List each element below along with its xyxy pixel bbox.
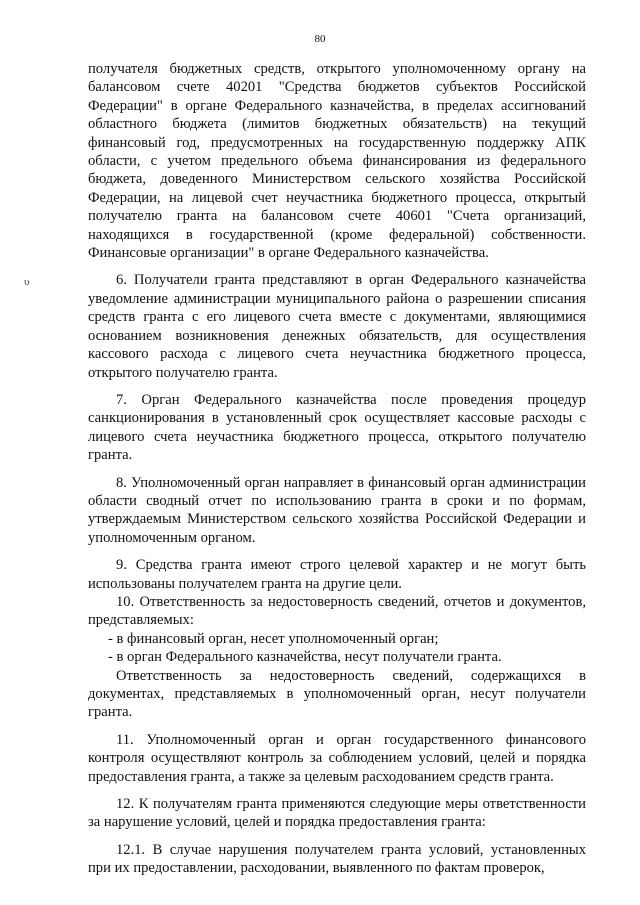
paragraph-9: 9. Средства гранта имеют строго целевой характер и не могут быть использованы получателем гранта на другие цели. xyxy=(88,557,586,592)
document-body xyxy=(88,60,586,878)
paragraph-responsibility: Ответственность за недостоверность сведений, содержащихся в документах, представляемых в уполномоченный орган, несут получатели гранта. xyxy=(88,667,586,721)
paragraph-10: 10. Ответственность за недостоверность сведений, отчетов и документов, представляемых: xyxy=(88,593,586,629)
paragraph-7: 7. Орган Федерального казначейства после проведения процедур санкционирования в установленный срок осуществляет кассовые расходы с лицевого счета неучастника бюджетного процесса, открытого получателю гранта. xyxy=(88,391,586,464)
paragraph-continuation: получателя бюджетных средств, открытого уполномоченному органу на балансовом счете 40201 "Средства бюджетов субъектов Российской Федерации" в органе Федерального казначейства, в пределах ассигнований областного бюджета (лимитов бюджетных обязательств) на текущий финансовый год, предусмотренных на государственную поддержку АПК области, с учетом предельного объема финансирования из федерального бюджета, доведенного Министерством сельского хозяйства Российской Федерации, на лицевой счет неучастника бюджетного процесса, открытый получателю гранта на балансовом счете 40601 "Счета организаций, находящихся в государственной (кроме федеральной) собственности. Финансовые организации" в органе Федерального казначейства. xyxy=(88,61,586,262)
list-item-treasury: - в орган Федерального казначейства, несут получатели гранта. xyxy=(108,649,502,666)
paragraph-8: 8. Уполномоченный орган направляет в финансовый орган администрации области сводный отчет по использованию гранта в сроки и по формам, утверждаемым Министерством сельского хозяйства Российской Федерации и уполномоченным органом. xyxy=(88,474,586,546)
paragraph-6: 6. Получатели гранта представляют в орган Федерального казначейства уведомление администрации муниципального района о разрешении списания средств гранта с его лицевого счета вместе с документами, являющимися основанием возникновения денежных обязательств, для осуществления кассового расхода с лицевого счета неучастника бюджетного процесса, открытого получателю гранта. xyxy=(88,272,586,381)
paragraph-12: 12. К получателям гранта применяются следующие меры ответственности за нарушение условий, целей и порядка предоставления гранта: xyxy=(88,796,586,831)
paragraph-11: 11. Уполномоченный орган и орган государственного финансового контроля осуществляют контроль за соблюдением условий, целей и порядка предоставления гранта, а также за целевым расходованием средств гранта. xyxy=(88,731,586,785)
list-item-financial-organ: - в финансовый орган, несет уполномоченный орган; xyxy=(108,630,439,647)
page-number: 80 xyxy=(314,33,326,45)
paragraph-12-1: 12.1. В случае нарушения получателем гранта условий, установленных при их предоставлении, расходовании, выявленного по фактам проверок, xyxy=(88,841,586,877)
margin-mark: υ xyxy=(24,276,30,288)
